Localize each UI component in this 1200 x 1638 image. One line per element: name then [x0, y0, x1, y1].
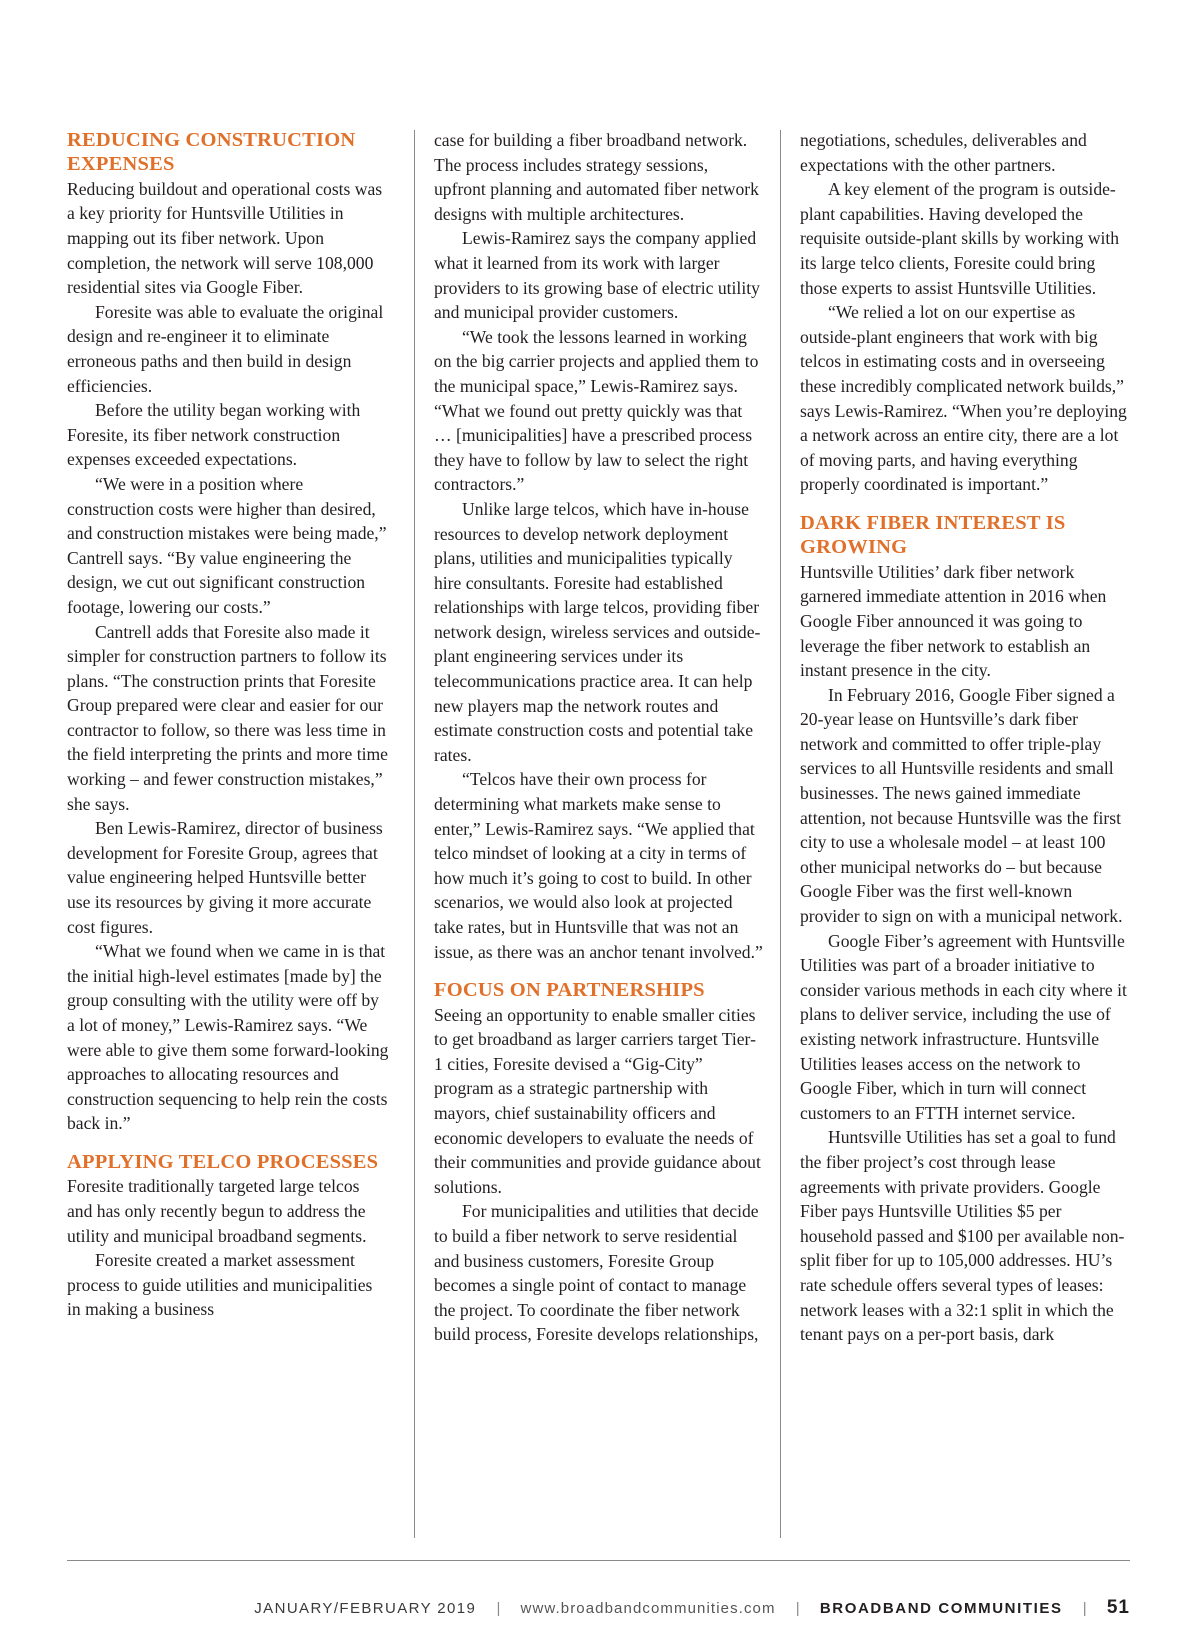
paragraph: A key element of the program is outside-plant capabilities. Having developed the requisite outside-plant skills by working with its large telco clients, Foresite could bring those experts to assist Huntsville Utilities. — [800, 179, 1120, 298]
paragraph: Foresite was able to evaluate the original design and re-engineer it to eliminate erroneous paths and then build in design efficiencies. — [67, 301, 384, 396]
paragraph: For municipalities and utilities that decide to build a fiber network to serve residential and business customers, Foresite Group becomes a single point of contact to manage the project. To coordinate the fiber network build process, Foresite develops relationships, — [434, 1201, 759, 1345]
paragraph: Google Fiber’s agreement with Huntsville Utilities was part of a broader initiative to consider various methods in each city where it plans to deliver service, including the use of existing network infrastructure. Huntsville Utilities leases access on the network to Google Fiber, which in turn will connect customers to an FTTH internet service. — [800, 930, 1127, 1123]
section-heading-reducing-construction: REDUCING CONSTRUCTION EXPENSES — [67, 129, 356, 176]
issue-date: JANUARY/FEBRUARY 2019 — [254, 1599, 477, 1617]
column-divider — [780, 130, 781, 1538]
website-url: www.broadbandcommunities.com — [520, 1599, 776, 1617]
paragraph: “We were in a position where construction costs were higher than desired, and construction mistakes were being made,” Cantrell says. “By value engineering the design, we cut out significant construction footage, lowering our costs.” — [67, 473, 387, 617]
paragraph: negotiations, schedules, deliverables and expectations with the other partners. — [800, 130, 1087, 175]
paragraph: Cantrell adds that Foresite also made it simpler for construction partners to follow its plans. “The construction prints that Foresite Group prepared were clear and easier for our contractor to follow, so there was less time in the field interpreting the prints and more time working – and fewer construction mistakes,” she says. — [67, 621, 388, 814]
paragraph: “Telcos have their own process for determining what markets make sense to enter,” Lewis-Ramirez says. “We applied that telco mindset of looking at a city in terms of how much it’s going to cost to build. In other scenarios, we would also look at projected take rates, but in Huntsville that was not an issue, as there was an anchor tenant involved.” — [434, 769, 763, 962]
paragraph: In February 2016, Google Fiber signed a 20-year lease on Huntsville’s dark fiber network and committed to offer triple-play services to all Huntsville residents and small businesses. The news gained immediate attention, not because Huntsville was the first city to use a wholesale model – at least 100 other municipal networks do – but because Google Fiber was the first well-known provider to sign on with a municipal network. — [800, 684, 1123, 927]
paragraph: Huntsville Utilities’ dark fiber network garnered immediate attention in 2016 when Google Fiber announced it was going to leverage the fiber network to establish an instant presence in the city. — [800, 561, 1107, 681]
paragraph: case for building a fiber broadband network. The process includes strategy sessions, upfront planning and automated fiber network designs with multiple architectures. — [434, 130, 759, 224]
paragraph: Reducing buildout and operational costs was a key priority for Huntsville Utilities in mapping out its fiber network. Upon completion, the network will serve 108,000 residential sites via Google Fiber. — [67, 178, 383, 298]
section-heading-applying-telco: APPLYING TELCO PROCESSES — [67, 1150, 379, 1173]
page-number: 51 — [1106, 1597, 1130, 1618]
article-column-2 — [434, 128, 764, 1347]
paragraph: “We relied a lot on our expertise as outside-plant engineers that work with big telcos in estimating costs and in overseeing these incredibly complicated network builds,” says Lewis-Ramirez. “When you’re deploying a network across an entire city, there are a lot of moving parts, and having everything properly coordinated is important.” — [800, 302, 1127, 495]
paragraph: Before the utility began working with Foresite, its fiber network construction expenses exceeded expectations. — [67, 400, 361, 470]
footer-separator: | — [795, 1599, 800, 1617]
article-column-3 — [800, 128, 1130, 1347]
paragraph: “What we found when we came in is that the initial high-level estimates [made by] the group consulting with the utility were off by a lot of money,” Lewis-Ramirez says. “We were able to give them some forward-looking approaches to allocating resources and construction sequencing to help rein the costs back in.” — [67, 941, 389, 1134]
paragraph: Huntsville Utilities has set a goal to fund the fiber project’s cost through lease agreements with private providers. Google Fiber pays Huntsville Utilities $5 per household passed and $100 per available non-split fiber for up to 105,000 addresses. HU’s rate schedule offers several types of leases: network leases with a 32:1 split in which the tenant pays on a per-port basis, dark — [800, 1127, 1125, 1345]
paragraph: Seeing an opportunity to enable smaller cities to get broadband as larger carriers target Tier-1 cities, Foresite devised a “Gig-City” program as a strategic partnership with mayors, chief sustainability officers and economic developers to evaluate the needs of their communities and provide guidance about solutions. — [434, 1004, 761, 1197]
magazine-name: BROADBAND COMMUNITIES — [819, 1599, 1063, 1617]
footer-separator: | — [496, 1599, 501, 1617]
footer-separator: | — [1082, 1599, 1087, 1617]
column-divider — [414, 130, 415, 1538]
paragraph: “We took the lessons learned in working on the big carrier projects and applied them to the municipal space,” Lewis-Ramirez says. “What we found out pretty quickly was that … [municipalities] have a prescribed process they have to follow by law to select the right contractors.” — [434, 326, 759, 495]
paragraph: Unlike large telcos, which have in-house resources to develop network deployment plans, utilities and municipalities typically hire consultants. Foresite had established relationships with large telcos, providing fiber network design, wireless services and outside-plant engineering services under its telecommunications practice area. It can help new players map the network routes and estimate construction costs and potential take rates. — [434, 498, 761, 765]
page-footer — [0, 1597, 1130, 1619]
section-heading-focus-partnerships: FOCUS ON PARTNERSHIPS — [434, 979, 705, 1002]
footer-divider — [67, 1560, 1130, 1561]
paragraph: Ben Lewis-Ramirez, director of business development for Foresite Group, agrees that value engineering helped Huntsville better use its resources by giving it more accurate cost figures. — [67, 818, 383, 937]
paragraph: Foresite traditionally targeted large telcos and has only recently begun to address the utility and municipal broadband segments. — [67, 1176, 367, 1246]
article-column-1 — [67, 128, 389, 1322]
paragraph: Lewis-Ramirez says the company applied what it learned from its work with larger providers to its growing base of electric utility and municipal provider customers. — [434, 228, 760, 323]
section-heading-dark-fiber: DARK FIBER INTEREST IS GROWING — [800, 511, 1066, 559]
paragraph: Foresite created a market assessment process to guide utilities and municipalities in making a business — [67, 1250, 373, 1320]
